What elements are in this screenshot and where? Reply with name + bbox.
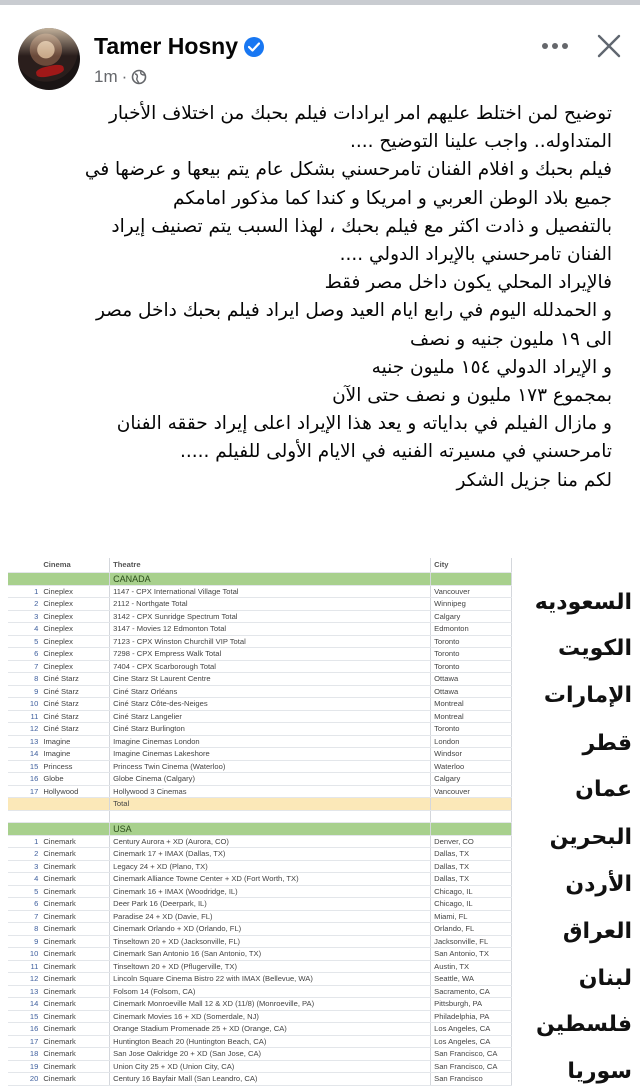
cinema-cell: Hollywood	[40, 785, 109, 798]
city-cell: Waterloo	[431, 760, 512, 773]
row-number: 15	[8, 760, 40, 773]
table-row	[8, 735, 512, 748]
table-row	[8, 660, 512, 673]
row-number: 1	[8, 835, 40, 848]
city-cell: Sacramento, CA	[431, 985, 512, 998]
header-num	[8, 558, 40, 572]
table-row	[8, 610, 512, 623]
city-cell: Chicago, IL	[431, 898, 512, 911]
table-row	[8, 910, 512, 923]
cinema-cell: Princess	[40, 760, 109, 773]
theatre-cell: 3147 - Movies 12 Edmonton Total	[110, 623, 431, 636]
table-row	[8, 1073, 512, 1086]
city-cell: Jacksonville, FL	[431, 935, 512, 948]
row-number: 11	[8, 710, 40, 723]
table-row	[8, 960, 512, 973]
row-number: 8	[8, 923, 40, 936]
cinema-cell: Ciné Starz	[40, 673, 109, 686]
section-band-row	[8, 822, 512, 835]
cinema-cell: Cineplex	[40, 598, 109, 611]
row-number: 7	[8, 660, 40, 673]
cinema-cell: Cinemark	[40, 873, 109, 886]
city-cell: Ottawa	[431, 673, 512, 686]
theatre-spreadsheet	[8, 558, 512, 1086]
table-row	[8, 985, 512, 998]
total-label: Total	[110, 798, 431, 811]
row-number: 8	[8, 673, 40, 686]
post-text-line: توضيح لمن اختلط عليهم امر ايرادات فيلم بحبك من اختلاف الأخبار	[108, 103, 612, 124]
row-number: 2	[8, 848, 40, 861]
author-name[interactable]: Tamer Hosny	[94, 33, 239, 59]
city-cell: Toronto	[431, 660, 512, 673]
city-cell: Vancouver	[431, 785, 512, 798]
table-row	[8, 723, 512, 736]
theatre-cell: Ciné Starz Langelier	[110, 710, 431, 723]
theatre-cell: Imagine Cinemas London	[110, 735, 431, 748]
cinema-cell: Cinemark	[40, 998, 109, 1011]
row-number: 19	[8, 1060, 40, 1073]
table-row	[8, 848, 512, 861]
theatre-cell: Deer Park 16 (Deerpark, IL)	[110, 898, 431, 911]
city-cell: San Francisco, CA	[431, 1048, 512, 1061]
city-cell: Dallas, TX	[431, 873, 512, 886]
row-number: 4	[8, 623, 40, 636]
table-row	[8, 748, 512, 761]
country-label: البحرين	[549, 825, 632, 850]
theatre-cell: Century 16 Bayfair Mall (San Leandro, CA)	[110, 1073, 431, 1086]
cinema-cell: Imagine	[40, 735, 109, 748]
country-label: العراق	[562, 919, 632, 944]
post-text-line: الفنان تامرحسني بالإيراد الدولي ....	[339, 244, 612, 266]
table-row	[8, 885, 512, 898]
post-meta	[94, 67, 147, 87]
post-text-line: فالإيراد المحلي يكون داخل مصر فقط	[324, 272, 612, 294]
city-cell: Winnipeg	[431, 598, 512, 611]
cinema-cell: Cinemark	[40, 960, 109, 973]
city-cell: Windsor	[431, 748, 512, 761]
post-text-line: و الحمدلله اليوم في رابع ايام العيد وصل ايراد فيلم بحبك داخل مصر	[95, 300, 612, 322]
table-row	[8, 835, 512, 848]
band-cell	[40, 822, 109, 835]
city-cell: Seattle, WA	[431, 973, 512, 986]
cinema-cell: Cinemark	[40, 923, 109, 936]
city-cell: Vancouver	[431, 585, 512, 598]
city-cell: San Antonio, TX	[431, 948, 512, 961]
city-cell: Calgary	[431, 773, 512, 786]
theatre-cell: Tinseltown 20 + XD (Pflugerville, TX)	[110, 960, 431, 973]
blank-row	[8, 810, 512, 822]
theatre-cell: Cinemark 16 + IMAX (Woodridge, IL)	[110, 885, 431, 898]
more-options-button[interactable]	[538, 38, 572, 54]
table-row	[8, 698, 512, 711]
city-cell: Pittsburgh, PA	[431, 998, 512, 1011]
timestamp[interactable]: 1m	[94, 67, 118, 86]
cinema-cell: Cineplex	[40, 610, 109, 623]
close-icon[interactable]	[594, 31, 624, 61]
cinema-cell: Cinemark	[40, 898, 109, 911]
city-cell: Edmonton	[431, 623, 512, 636]
row-number: 18	[8, 1048, 40, 1061]
table-row	[8, 585, 512, 598]
city-cell: London	[431, 735, 512, 748]
post-image[interactable]	[0, 543, 640, 1090]
row-number: 5	[8, 885, 40, 898]
row-number: 16	[8, 773, 40, 786]
table-row	[8, 923, 512, 936]
theatre-cell: Orange Stadium Promenade 25 + XD (Orange, CA)	[110, 1023, 431, 1036]
cinema-cell: Cinemark	[40, 860, 109, 873]
country-label: الأردن	[565, 872, 632, 897]
theatre-cell: Union City 25 + XD (Union City, CA)	[110, 1060, 431, 1073]
theatre-cell: Hollywood 3 Cinemas	[110, 785, 431, 798]
row-number: 14	[8, 998, 40, 1011]
post-text-line: الى ١٩ مليون جنيه و نصف	[409, 328, 612, 350]
theatre-cell: 3142 - CPX Sunridge Spectrum Total	[110, 610, 431, 623]
theatre-cell: Cinemark Monroeville Mall 12 & XD (11/8) (Monroeville, PA)	[110, 998, 431, 1011]
total-cell	[8, 798, 40, 811]
table-row	[8, 623, 512, 636]
row-number: 9	[8, 935, 40, 948]
cinema-cell: Cinemark	[40, 885, 109, 898]
row-number: 3	[8, 610, 40, 623]
post-text-line: تامرحسني في مسيرته الفنيه في الايام الأولى للفيلم .....	[179, 441, 612, 463]
cinema-cell: Imagine	[40, 748, 109, 761]
cinema-cell: Ciné Starz	[40, 698, 109, 711]
country-label: الكويت	[558, 636, 632, 661]
total-cell	[431, 798, 512, 811]
theatre-cell: 1147 - CPX International Village Total	[110, 585, 431, 598]
cinema-cell: Ciné Starz	[40, 723, 109, 736]
row-number: 20	[8, 1073, 40, 1086]
table-row	[8, 760, 512, 773]
table-row	[8, 873, 512, 886]
theatre-cell: Cinemark 17 + IMAX (Dallas, TX)	[110, 848, 431, 861]
row-number: 1	[8, 585, 40, 598]
city-cell: Calgary	[431, 610, 512, 623]
theatre-table	[8, 558, 512, 1086]
cinema-cell: Cineplex	[40, 623, 109, 636]
theatre-cell: Princess Twin Cinema (Waterloo)	[110, 760, 431, 773]
theatre-cell: Century Aurora + XD (Aurora, CO)	[110, 835, 431, 848]
table-header-row	[8, 558, 512, 572]
cinema-cell: Cineplex	[40, 635, 109, 648]
header-city: City	[431, 558, 512, 572]
row-number: 4	[8, 873, 40, 886]
city-cell: San Francisco	[431, 1073, 512, 1086]
theatre-cell: Lincoln Square Cinema Bistro 22 with IMAX (Bellevue, WA)	[110, 973, 431, 986]
row-number: 11	[8, 960, 40, 973]
avatar[interactable]	[18, 28, 80, 90]
band-cell	[431, 822, 512, 835]
section-label: CANADA	[110, 572, 431, 585]
theatre-cell: Cinemark Movies 16 + XD (Somerdale, NJ)	[110, 1010, 431, 1023]
city-cell: Montreal	[431, 710, 512, 723]
header-cinema: Cinema	[40, 558, 109, 572]
globe-icon	[131, 69, 147, 85]
cinema-cell: Cineplex	[40, 648, 109, 661]
row-number: 16	[8, 1023, 40, 1036]
city-cell: Ottawa	[431, 685, 512, 698]
band-cell	[8, 822, 40, 835]
table-row	[8, 635, 512, 648]
theatre-cell: 7298 - CPX Empress Walk Total	[110, 648, 431, 661]
city-cell: Montreal	[431, 698, 512, 711]
city-cell: Austin, TX	[431, 960, 512, 973]
theatre-cell: Cinemark San Antonio 16 (San Antonio, TX)	[110, 948, 431, 961]
row-number: 12	[8, 973, 40, 986]
post-text-line: فيلم بحبك و افلام الفنان تامرحسني بشكل عام يتم بيعها و عرضها في	[84, 159, 612, 181]
row-number: 6	[8, 648, 40, 661]
theatre-cell: 2112 - Northgate Total	[110, 598, 431, 611]
city-cell: Dallas, TX	[431, 860, 512, 873]
theatre-cell: Ciné Starz Côte-des-Neiges	[110, 698, 431, 711]
cinema-cell: Globe	[40, 773, 109, 786]
cinema-cell: Cinemark	[40, 1048, 109, 1061]
meta-separator: ·	[121, 67, 128, 86]
row-number: 14	[8, 748, 40, 761]
post-text-line: لكم منا جزيل الشكر	[456, 469, 612, 491]
cinema-cell: Cinemark	[40, 1035, 109, 1048]
post-body-text	[12, 100, 612, 495]
band-cell	[8, 572, 40, 585]
post-text-line: جميع بلاد الوطن العربي و امريكا و كندا كما مذكور امامكم	[173, 187, 612, 209]
table-row	[8, 860, 512, 873]
city-cell: San Francisco, CA	[431, 1060, 512, 1073]
table-row	[8, 1048, 512, 1061]
theatre-cell: Folsom 14 (Folsom, CA)	[110, 985, 431, 998]
row-number: 13	[8, 985, 40, 998]
post-text-line: بمجموع ١٧٣ مليون و نصف حتى الآن	[332, 385, 612, 407]
section-band-row	[8, 572, 512, 585]
total-row	[8, 798, 512, 811]
city-cell: Orlando, FL	[431, 923, 512, 936]
country-label: فلسطين	[536, 1012, 632, 1037]
theatre-cell: Cinemark Orlando + XD (Orlando, FL)	[110, 923, 431, 936]
post-text-line: و الإيراد الدولي ١٥٤ مليون جنيه	[371, 356, 612, 378]
row-number: 3	[8, 860, 40, 873]
theatre-cell: Huntington Beach 20 (Huntington Beach, CA)	[110, 1035, 431, 1048]
country-label: قطر	[582, 731, 632, 756]
cinema-cell: Cinemark	[40, 835, 109, 848]
theatre-cell: 7404 - CPX Scarborough Total	[110, 660, 431, 673]
theatre-cell: Legacy 24 + XD (Plano, TX)	[110, 860, 431, 873]
theatre-cell: Ciné Starz Burlington	[110, 723, 431, 736]
row-number: 17	[8, 1035, 40, 1048]
header-theatre: Theatre	[110, 558, 431, 572]
table-row	[8, 710, 512, 723]
theatre-cell: Cinemark Alliance Towne Center + XD (Fort Worth, TX)	[110, 873, 431, 886]
row-number: 15	[8, 1010, 40, 1023]
row-number: 2	[8, 598, 40, 611]
post-text-line: المتداوله.. واجب علينا التوضيح ....	[350, 131, 612, 153]
cinema-cell: Cinemark	[40, 973, 109, 986]
band-cell	[40, 572, 109, 585]
cinema-cell: Cinemark	[40, 948, 109, 961]
table-row	[8, 1010, 512, 1023]
country-label: السعوديه	[534, 590, 632, 615]
cinema-cell: Cinemark	[40, 935, 109, 948]
avatar-background	[18, 28, 80, 90]
cinema-cell: Cinemark	[40, 1060, 109, 1073]
post-header	[0, 5, 640, 90]
theatre-cell: 7123 - CPX Winston Churchill VIP Total	[110, 635, 431, 648]
section-label: USA	[110, 822, 431, 835]
table-row	[8, 785, 512, 798]
row-number: 7	[8, 910, 40, 923]
table-row	[8, 1035, 512, 1048]
city-cell: Chicago, IL	[431, 885, 512, 898]
theatre-cell: Imagine Cinemas Lakeshore	[110, 748, 431, 761]
row-number: 13	[8, 735, 40, 748]
city-cell: Toronto	[431, 723, 512, 736]
city-cell: Miami, FL	[431, 910, 512, 923]
table-row	[8, 998, 512, 1011]
theatre-cell: Tinseltown 20 + XD (Jacksonville, FL)	[110, 935, 431, 948]
city-cell: Denver, CO	[431, 835, 512, 848]
city-cell: Los Angeles, CA	[431, 1023, 512, 1036]
cinema-cell: Cinemark	[40, 985, 109, 998]
cinema-cell: Cinemark	[40, 848, 109, 861]
verified-badge-icon	[244, 37, 264, 57]
country-label: لبنان	[578, 966, 632, 991]
row-number: 5	[8, 635, 40, 648]
city-cell: Dallas, TX	[431, 848, 512, 861]
theatre-cell: Cine Starz St Laurent Centre	[110, 673, 431, 686]
row-number: 12	[8, 723, 40, 736]
row-number: 9	[8, 685, 40, 698]
row-number: 10	[8, 948, 40, 961]
cinema-cell: Cinemark	[40, 1010, 109, 1023]
cinema-cell: Cinemark	[40, 910, 109, 923]
table-row	[8, 598, 512, 611]
cinema-cell: Cineplex	[40, 660, 109, 673]
table-row	[8, 935, 512, 948]
post-text-line: و مازال الفيلم في بداياته و يعد هذا الإيراد اعلى إيراد حققه الفنان	[116, 413, 612, 435]
total-cell	[40, 798, 109, 811]
table-row	[8, 948, 512, 961]
cinema-cell: Ciné Starz	[40, 710, 109, 723]
post-text-line: بالتفصيل و ذادت اكثر مع فيلم بحبك ، لهذا السبب يتم تصنيف إيراد	[111, 215, 612, 237]
country-label: سوريا	[567, 1059, 632, 1084]
theatre-cell: Paradise 24 + XD (Davie, FL)	[110, 910, 431, 923]
row-number: 10	[8, 698, 40, 711]
table-row	[8, 773, 512, 786]
row-number: 17	[8, 785, 40, 798]
theatre-cell: San Jose Oakridge 20 + XD (San Jose, CA)	[110, 1048, 431, 1061]
city-cell: Los Angeles, CA	[431, 1035, 512, 1048]
cinema-cell: Ciné Starz	[40, 685, 109, 698]
country-label: عمان	[575, 777, 632, 802]
table-row	[8, 1060, 512, 1073]
row-number: 6	[8, 898, 40, 911]
city-cell: Toronto	[431, 648, 512, 661]
table-row	[8, 898, 512, 911]
table-row	[8, 685, 512, 698]
band-cell	[431, 572, 512, 585]
table-row	[8, 648, 512, 661]
city-cell: Philadelphia, PA	[431, 1010, 512, 1023]
theatre-cell: Ciné Starz Orléans	[110, 685, 431, 698]
blank-cell	[40, 810, 109, 822]
more-horizontal-icon	[542, 43, 548, 49]
blank-cell	[8, 810, 40, 822]
cinema-cell: Cinemark	[40, 1073, 109, 1086]
table-row	[8, 1023, 512, 1036]
table-row	[8, 973, 512, 986]
cinema-cell: Cinemark	[40, 1023, 109, 1036]
cinema-cell: Cineplex	[40, 585, 109, 598]
country-label: الإمارات	[543, 683, 632, 708]
blank-cell	[431, 810, 512, 822]
theatre-cell: Globe Cinema (Calgary)	[110, 773, 431, 786]
table-row	[8, 673, 512, 686]
blank-cell	[110, 810, 431, 822]
city-cell: Toronto	[431, 635, 512, 648]
